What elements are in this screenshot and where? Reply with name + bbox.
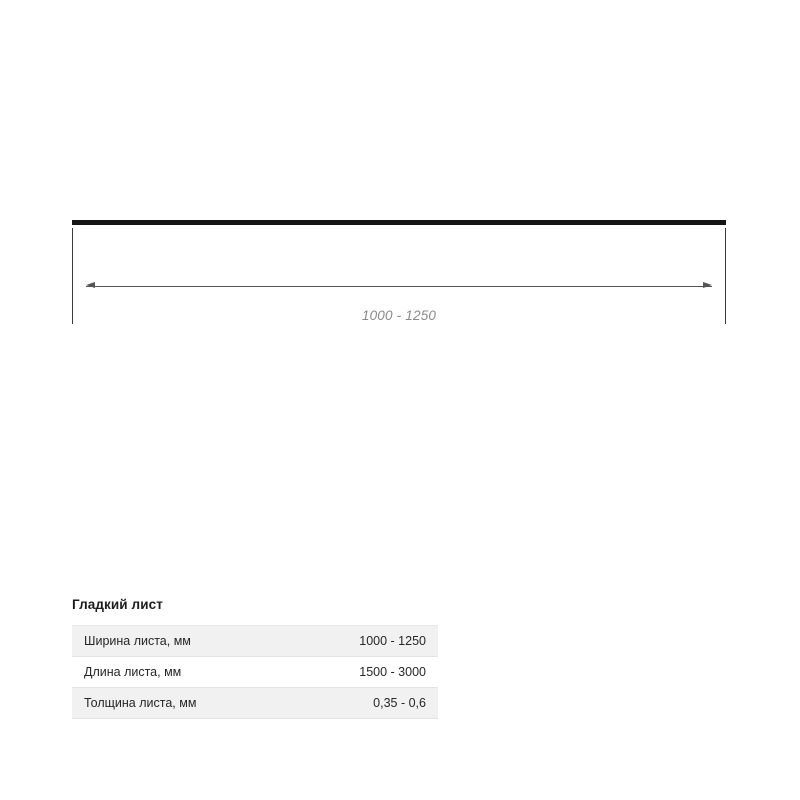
spec-param-value: 1000 - 1250 bbox=[304, 626, 438, 657]
spec-title: Гладкий лист bbox=[72, 597, 163, 612]
spec-table bbox=[72, 625, 438, 719]
dimension-arrow-right-icon bbox=[703, 282, 712, 288]
spec-param-name: Ширина листа, мм bbox=[72, 626, 304, 657]
sheet-profile-bar bbox=[72, 220, 726, 225]
table-row bbox=[72, 688, 438, 719]
width-dimension-line bbox=[86, 286, 712, 287]
width-dimension-label: 1000 - 1250 bbox=[361, 308, 437, 323]
specification-block bbox=[72, 597, 438, 719]
sheet-technical-drawing bbox=[72, 220, 726, 330]
dimension-arrow-left-icon bbox=[86, 282, 95, 288]
spec-param-name: Толщина листа, мм bbox=[72, 688, 304, 719]
spec-param-name: Длина листа, мм bbox=[72, 657, 304, 688]
spec-param-value: 0,35 - 0,6 bbox=[304, 688, 438, 719]
table-row bbox=[72, 626, 438, 657]
table-row bbox=[72, 657, 438, 688]
spec-param-value: 1500 - 3000 bbox=[304, 657, 438, 688]
